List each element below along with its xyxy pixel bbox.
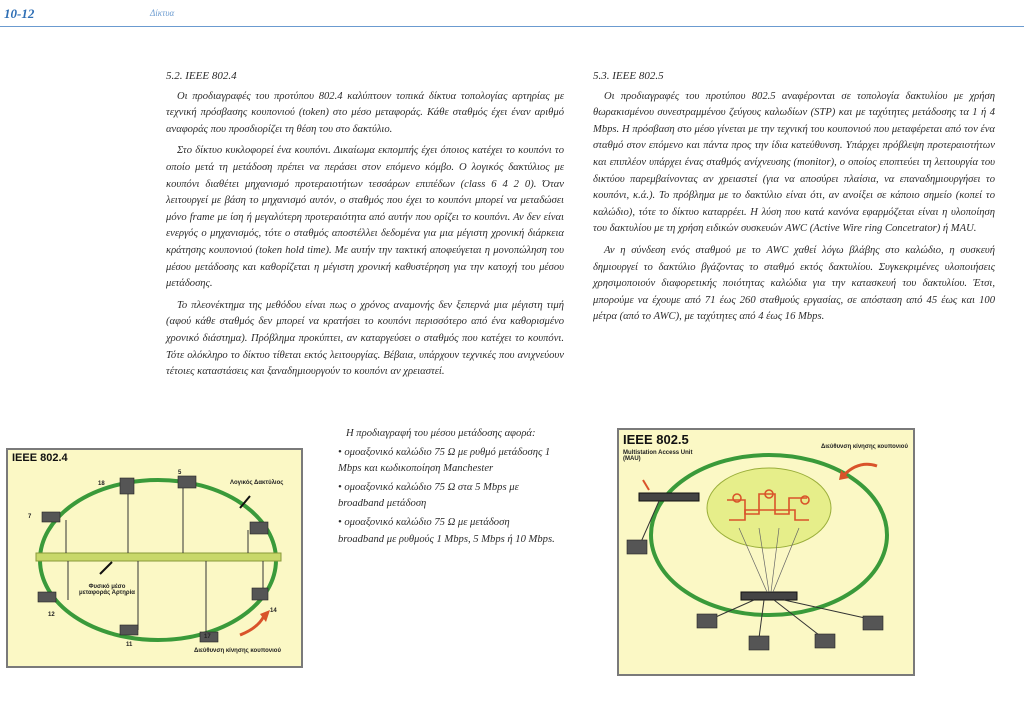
section-heading-802-4: 5.2. IEEE 802.4 [166,70,237,82]
paragraph: Στο δίκτυο κυκλοφορεί ένα κουπόνι. Δικαίωμα εκπομπής έχει όποιος κατέχει το κουπόνι το οποίο μετά τη μετάδοση πρέπει να περάσει στον επόμενο κόμβο. Ο λογικός δακτύλιος με κουπόνι διαθέτει μηχανισμό προτεραιοτήτων τεσσάρων επιπέδων (class 6 4 2 0). Όταν λειτουργεί με βάση το μηχανισμό αυτόν, ο σταθμός που έχει το κουπόνι μπορεί να μεταδώσει μόνο frame με ίση ή μεγαλύτερη προτεραιότητα από αυτήν που ορίζει το κουπόνι. Αν δεν είναι ενεργός ο μηχανισμός, τότε ο σταθμός αποστέλλει δεδομένα για μια μέγιστη χρονική διάρκεια κράτησης κουπονιού (token hold time). Με αυτήν την τακτική αποφεύγεται η μονοπώληση του μέσου μετάδοσης και καθορίζεται η μέγιστη χρονική καθυστέρηση για την κατοχή του μέσου μετάδοσης. [166,145,564,290]
station-number: 17 [204,634,211,640]
page-header [0,0,1024,27]
paragraph: Αν η σύνδεση ενός σταθμού με το AWC χαθεί λόγω βλάβης στο καλώδιο, η συσκευή δημιουργεί το δακτύλιο βγάζοντας το σταθμό εκτός δακτυλίου. Συγκεκριμένες υλοποιήσεις χρησιμοποιούν διαφορετικής ποιότητας καλώδια για την κατασκευή του δακτυλίου. Έτσι, μπορούμε να έχουμε από 71 έως 260 σταθμούς εργασίας, σε απόσταση από 45 έως και 100 μέτρα (από το AWC), με ταχύτητες από 4 έως 16 Mbps. [593,244,995,323]
mau-label: Multistation Access Unit (MAU) [623,450,693,462]
paragraph: Το πλεονέκτημα της μεθόδου είναι πως ο χρόνος αναμονής δεν ξεπερνά μια μέγιστη τιμή (αφού κάθε σταθμός δεν μπορεί να κρατήσει το κουπόνι περισσότερο από ένα καθορισμένο χρονικό διάστημα). Πρόβλημα προκύπτει, αν καταργεύσει ο σταθμός που κατέχει το κουπόνι. Τότε ολόκληρο το δίκτυο τίθεται εκτός λειτουργίας. Βέβαια, υπάρχουν τεχνικές που ανιχνεύουν τέτοιες καταστάσεις και ξαναδημιουργούν το κουπόνι αν χρειαστεί. [166,299,564,378]
figure-title: IEEE 802.5 [623,432,689,447]
paragraph: Οι προδιαγραφές του προτύπου 802.5 αναφέρονται σε τοπολογία δακτυλίου με χρήση θωρακισμένου συνεστραμμένου ζεύγους καλωδίων (STP) και με ταχύτητες μετάδοσης τα 1 ή 4 Mbps. Η πρόσβαση στο μέσο γίνεται με την τεχνική του κουπονιού που μεταφέρεται από τον ένα σταθμό στον επόμενο και πάντα προς την ίδια κατεύθυνση. Υπάρχει πρόβλεψη προτεραιοτήτων και επιπλέον υπάρχει ένας σταθμός ανίχνευσης (monitor), ο οποίος εποπτεύει τη λειτουργία του δικτύου παρεμβαίνοντας αν χρειαστεί (για να αποσύρει πλαίσια, να επαναδημιουργήσει το κουπόνι, κ.ά.). Το πρόβλημα με το δακτύλιο είναι ότι, αν ανοίξει σε κάποιο σημείο (κοπεί το καλώδιο), τότε το δίκτυο καταρρέει. Η λύση που κατά κανόνα εφαρμόζεται είναι η υλοποίηση του δακτυλίου με τη χρήση ειδικών συσκευών AWC (Active Wire ring Concetrator) ή MAU. [593,90,995,235]
spec-item: • ομοαξονικό καλώδιο 75 Ω στα 5 Mbps με broadband μετάδοση [338,480,556,513]
station-number: 5 [178,470,182,476]
transmission-spec-box [338,426,556,548]
station-number: 14 [270,608,277,614]
token-direction-label: Διεύθυνση κίνησης κουπονιού [821,444,908,450]
figure-ieee-802-5 [617,428,915,676]
station-number: 12 [48,612,55,618]
right-column [593,68,995,331]
figure-title: IEEE 802.4 [12,452,68,464]
spec-list [338,445,556,549]
logical-ring-label: Λογικός Δακτύλιος [230,480,284,486]
paragraph: Οι προδιαγραφές του προτύπου 802.4 καλύπτουν τοπικά δίκτυα τοπολογίας αρτηρίας με τεχνική πρόσβασης κουπονιού (token) στο μέσο μεταφοράς. Κάθε σταθμός έχει έναν αριθμό αναφοράς που προσδιορίζει τη θέση του στο δακτύλιο. [166,90,564,135]
spec-item: • ομοαξονικό καλώδιο 75 Ω με μετάδοση broadband με ρυθμούς 1 Mbps, 5 Mbps ή 10 Mbps. [338,515,556,548]
physical-bus-label: Φυσικό μέσο μεταφοράς Αρτηρία [79,584,135,596]
token-direction-label: Διεύθυνση κίνησης κουπονιού [194,648,281,654]
spec-item: • ομοαξονικό καλώδιο 75 Ω με ρυθμό μετάδοσης 1 Mbps και κωδικοποίηση Manchester [338,445,556,478]
station-number: 7 [28,514,32,520]
figure-ieee-802-4 [6,448,303,668]
running-title: Δίκτυα [150,8,175,18]
section-heading-802-5: 5.3. IEEE 802.5 [593,70,664,82]
left-column [166,68,564,386]
station-number: 18 [98,481,105,487]
page-number: 10-12 [4,6,35,21]
spec-intro: Η προδιαγραφή του μέσου μετάδοσης αφορά: [346,428,536,439]
token-ring-diagram [619,430,913,674]
station-number: 11 [126,642,133,648]
